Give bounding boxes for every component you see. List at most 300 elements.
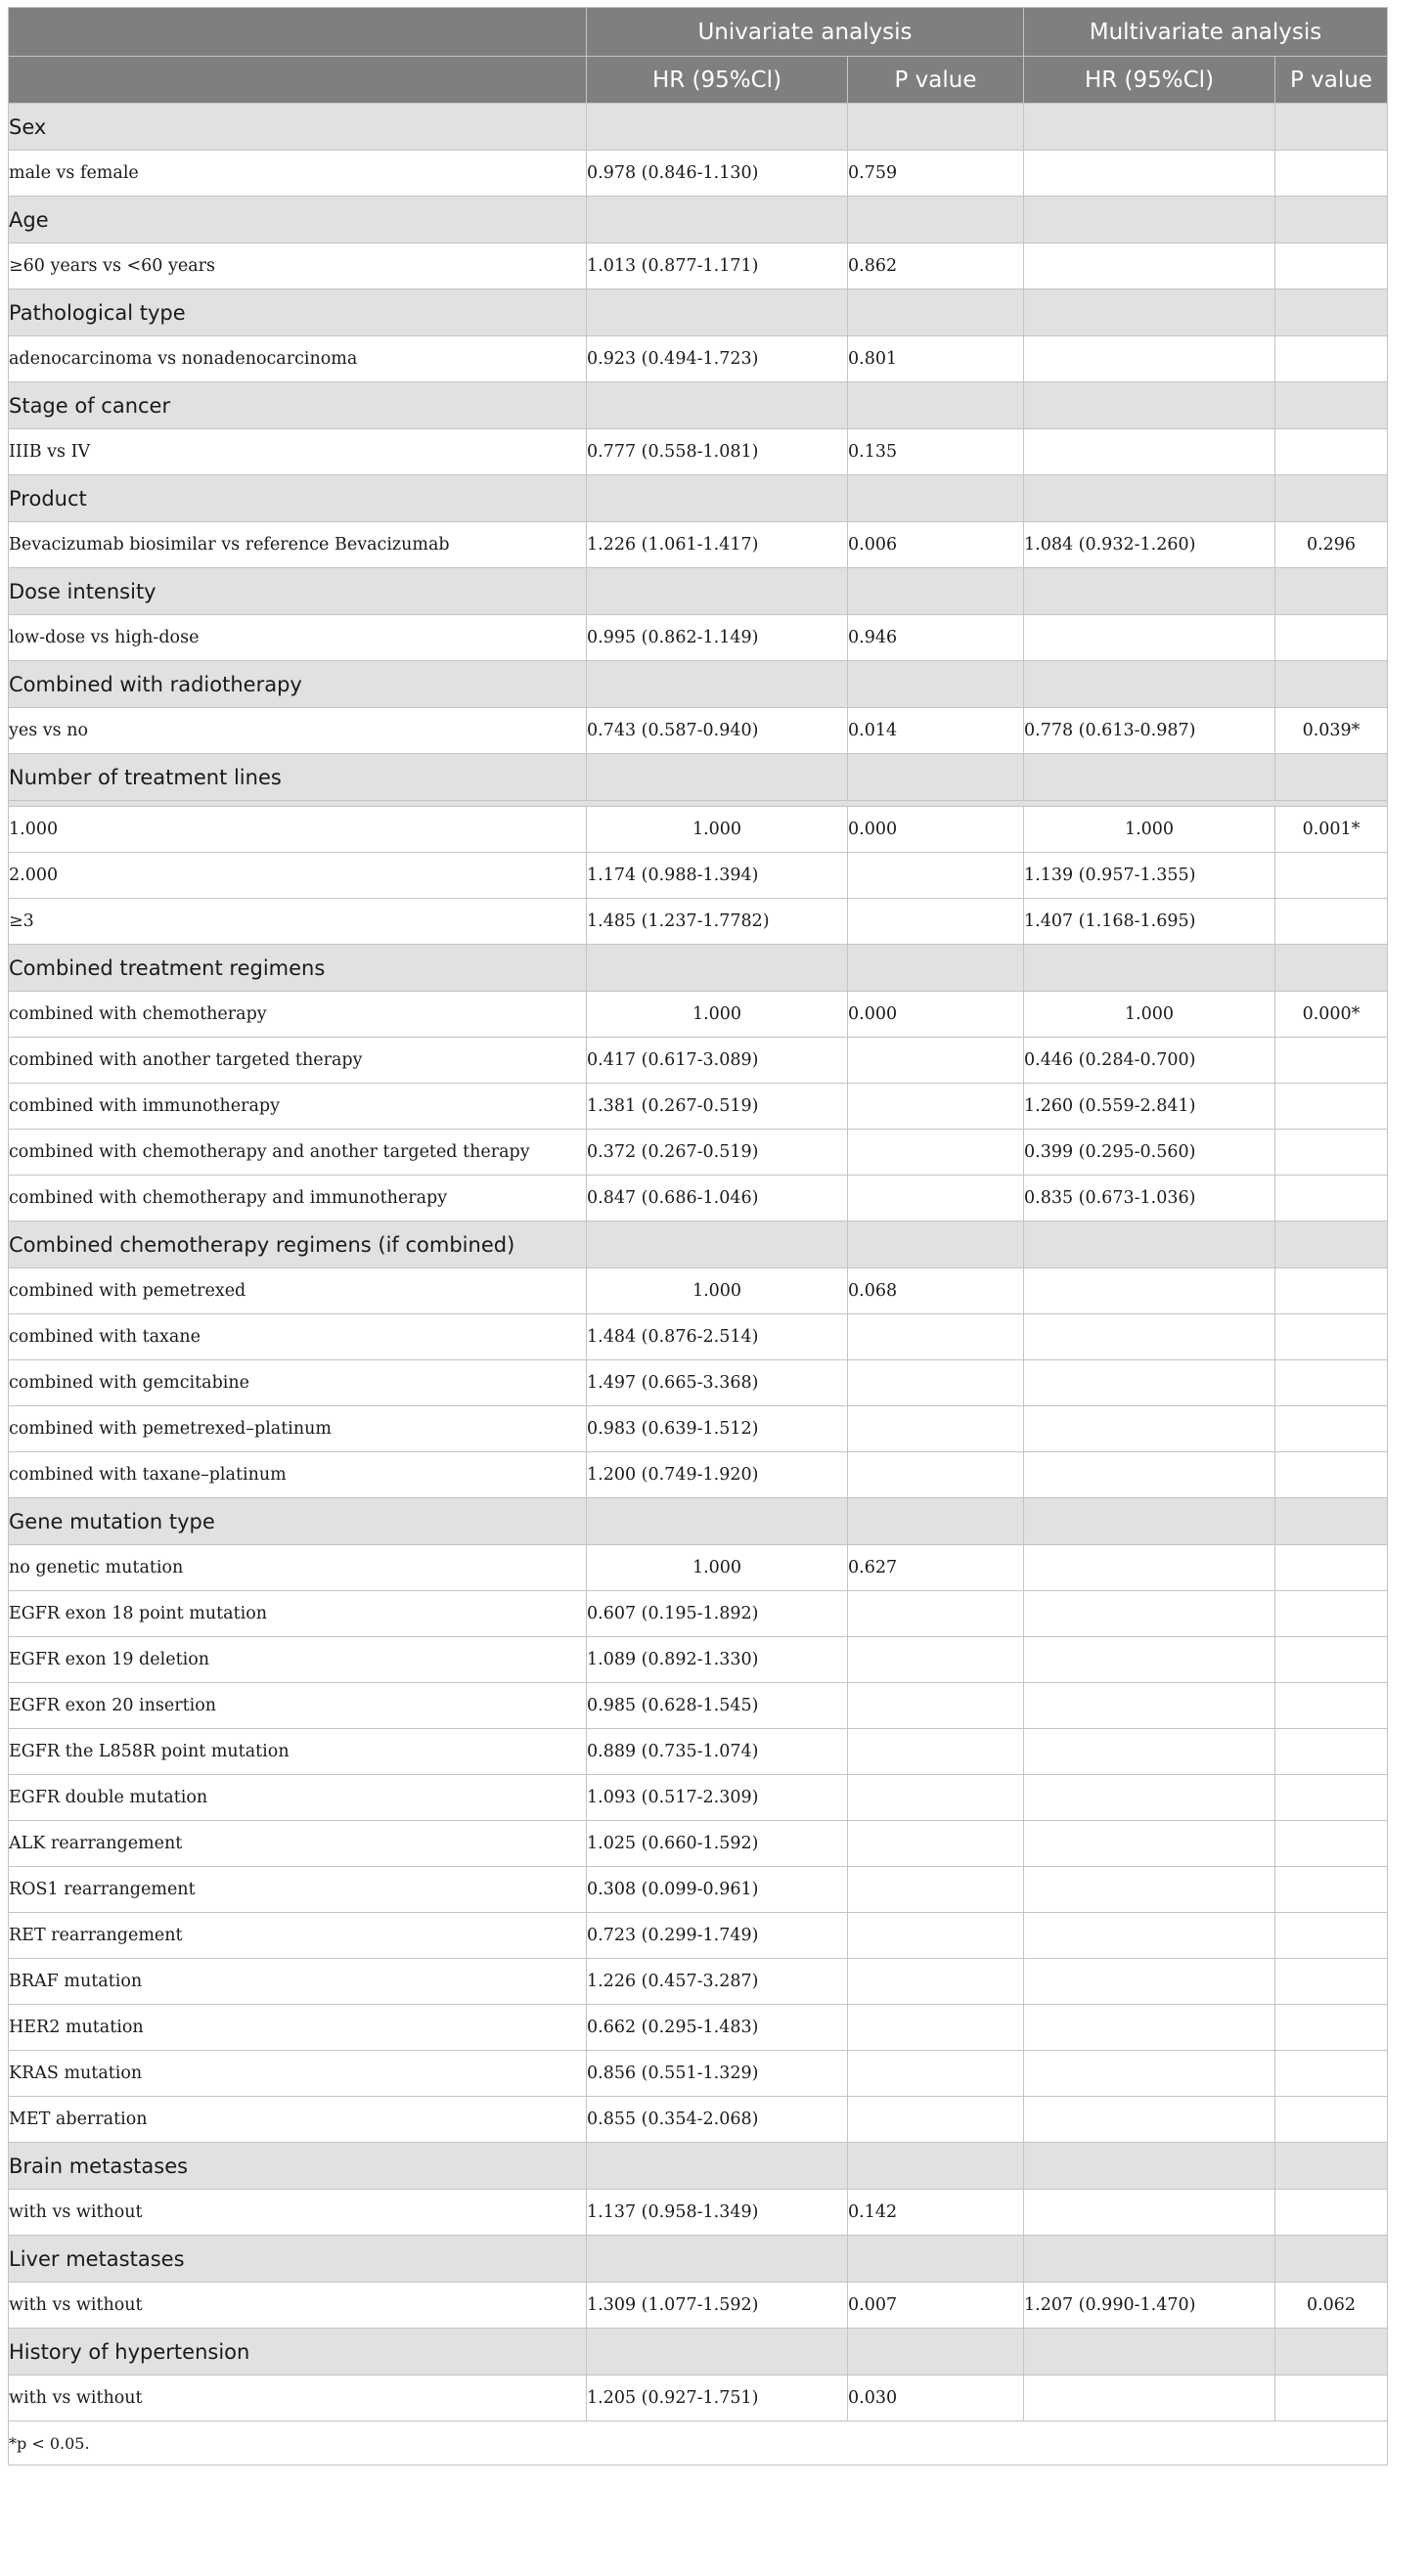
table-row bbox=[9, 1452, 1388, 1498]
uni-hr-cell: 1.381 (0.267-0.519) bbox=[587, 1084, 848, 1130]
row-label: MET aberration bbox=[9, 2097, 587, 2143]
section-header-row bbox=[9, 754, 1388, 801]
section-empty-cell bbox=[1024, 661, 1275, 708]
table-row bbox=[9, 2376, 1388, 2421]
section-empty-cell bbox=[848, 2329, 1024, 2376]
row-label: combined with taxane–platinum bbox=[9, 1452, 587, 1498]
uni-p-cell bbox=[848, 1038, 1024, 1084]
section-empty-cell bbox=[587, 568, 848, 615]
section-empty-cell bbox=[587, 104, 848, 151]
multi-p-cell bbox=[1275, 1591, 1388, 1637]
uni-p-cell bbox=[848, 1821, 1024, 1867]
uni-hr-cell: 0.743 (0.587-0.940) bbox=[587, 708, 848, 754]
uni-p-cell: 0.759 bbox=[848, 151, 1024, 197]
row-label: ALK rearrangement bbox=[9, 1821, 587, 1867]
uni-p-cell bbox=[848, 1314, 1024, 1360]
uni-p-cell bbox=[848, 1406, 1024, 1452]
multi-hr-cell: 1.139 (0.957-1.355) bbox=[1024, 853, 1275, 899]
uni-p-cell bbox=[848, 1913, 1024, 1959]
section-header-row bbox=[9, 568, 1388, 615]
section-empty-cell bbox=[848, 2236, 1024, 2283]
multi-hr-cell bbox=[1024, 1545, 1275, 1591]
uni-p-cell: 0.801 bbox=[848, 336, 1024, 382]
multi-hr-cell bbox=[1024, 1729, 1275, 1775]
row-label: EGFR exon 18 point mutation bbox=[9, 1591, 587, 1637]
multi-p-cell bbox=[1275, 853, 1388, 899]
multi-p-cell bbox=[1275, 2051, 1388, 2097]
section-empty-cell bbox=[587, 754, 848, 801]
uni-p-cell bbox=[848, 1591, 1024, 1637]
uni-hr-cell: 1.013 (0.877-1.171) bbox=[587, 244, 848, 289]
uni-p-cell: 0.007 bbox=[848, 2283, 1024, 2329]
section-empty-cell bbox=[1024, 382, 1275, 429]
multi-p-cell bbox=[1275, 1867, 1388, 1913]
row-label: 2.000 bbox=[9, 853, 587, 899]
row-label: ≥60 years vs <60 years bbox=[9, 244, 587, 289]
row-label: yes vs no bbox=[9, 708, 587, 754]
row-label: combined with gemcitabine bbox=[9, 1360, 587, 1406]
uni-p-cell bbox=[848, 1130, 1024, 1176]
multi-hr-cell: 1.407 (1.168-1.695) bbox=[1024, 899, 1275, 945]
uni-hr-cell: 0.308 (0.099-0.961) bbox=[587, 1867, 848, 1913]
multi-p-cell: 0.296 bbox=[1275, 522, 1388, 568]
section-title: Brain metastases bbox=[9, 2143, 587, 2190]
section-empty-cell bbox=[1275, 475, 1388, 522]
section-empty-cell bbox=[1024, 2143, 1275, 2190]
section-empty-cell bbox=[1024, 289, 1275, 336]
multi-hr-cell bbox=[1024, 429, 1275, 475]
section-empty-cell bbox=[848, 2143, 1024, 2190]
multi-p-cell bbox=[1275, 899, 1388, 945]
section-empty-cell bbox=[1275, 1221, 1388, 1268]
multi-hr-cell: 1.260 (0.559-2.841) bbox=[1024, 1084, 1275, 1130]
uni-p-cell bbox=[848, 853, 1024, 899]
section-empty-cell bbox=[848, 568, 1024, 615]
row-label: combined with immunotherapy bbox=[9, 1084, 587, 1130]
section-empty-cell bbox=[848, 197, 1024, 244]
multi-hr-cell bbox=[1024, 1268, 1275, 1314]
section-header-row bbox=[9, 1221, 1388, 1268]
section-empty-cell bbox=[1024, 2329, 1275, 2376]
row-label: with vs without bbox=[9, 2190, 587, 2236]
multi-p-cell bbox=[1275, 1821, 1388, 1867]
multi-p-cell bbox=[1275, 1913, 1388, 1959]
uni-hr-header: HR (95%Cl) bbox=[587, 57, 848, 104]
section-header-row bbox=[9, 197, 1388, 244]
row-label: combined with another targeted therapy bbox=[9, 1038, 587, 1084]
multi-p-cell bbox=[1275, 1176, 1388, 1221]
section-title: Combined treatment regimens bbox=[9, 945, 587, 992]
section-title: Combined chemotherapy regimens (if combined) bbox=[9, 1221, 587, 1268]
section-empty-cell bbox=[1275, 661, 1388, 708]
row-label: combined with pemetrexed–platinum bbox=[9, 1406, 587, 1452]
table-row bbox=[9, 2097, 1388, 2143]
table-row bbox=[9, 1821, 1388, 1867]
table-row bbox=[9, 2051, 1388, 2097]
uni-p-cell bbox=[848, 1452, 1024, 1498]
table-row bbox=[9, 1775, 1388, 1821]
row-label: EGFR double mutation bbox=[9, 1775, 587, 1821]
uni-p-cell: 0.014 bbox=[848, 708, 1024, 754]
multi-hr-cell: 0.399 (0.295-0.560) bbox=[1024, 1130, 1275, 1176]
multi-hr-cell bbox=[1024, 1591, 1275, 1637]
table-row bbox=[9, 1545, 1388, 1591]
section-header-row bbox=[9, 2236, 1388, 2283]
section-empty-cell bbox=[848, 754, 1024, 801]
section-empty-cell bbox=[1275, 104, 1388, 151]
multi-hr-cell bbox=[1024, 2005, 1275, 2051]
multi-hr-cell bbox=[1024, 1683, 1275, 1729]
table-row bbox=[9, 1729, 1388, 1775]
section-title: Age bbox=[9, 197, 587, 244]
table-row bbox=[9, 1683, 1388, 1729]
uni-hr-cell: 1.174 (0.988-1.394) bbox=[587, 853, 848, 899]
section-empty-cell bbox=[1275, 945, 1388, 992]
uni-hr-cell: 0.607 (0.195-1.892) bbox=[587, 1591, 848, 1637]
uni-p-cell bbox=[848, 1637, 1024, 1683]
section-empty-cell bbox=[848, 382, 1024, 429]
uni-hr-cell: 1.484 (0.876-2.514) bbox=[587, 1314, 848, 1360]
table-row bbox=[9, 1130, 1388, 1176]
row-label: 1.000 bbox=[9, 807, 587, 853]
header-empty bbox=[9, 8, 587, 57]
multi-p-cell bbox=[1275, 2005, 1388, 2051]
row-label: combined with chemotherapy bbox=[9, 992, 587, 1038]
uni-p-header: P value bbox=[848, 57, 1024, 104]
section-header-row bbox=[9, 1498, 1388, 1545]
section-empty-cell bbox=[587, 661, 848, 708]
multi-hr-cell bbox=[1024, 2190, 1275, 2236]
section-empty-cell bbox=[1275, 568, 1388, 615]
multi-p-cell: 0.039* bbox=[1275, 708, 1388, 754]
table-row bbox=[9, 1867, 1388, 1913]
row-label: with vs without bbox=[9, 2283, 587, 2329]
multi-p-cell bbox=[1275, 151, 1388, 197]
section-empty-cell bbox=[848, 661, 1024, 708]
multi-hr-cell bbox=[1024, 1452, 1275, 1498]
section-empty-cell bbox=[587, 197, 848, 244]
row-label: combined with chemotherapy and another targeted therapy bbox=[9, 1130, 587, 1176]
table-row bbox=[9, 615, 1388, 661]
multi-p-cell bbox=[1275, 1314, 1388, 1360]
section-empty-cell bbox=[848, 1498, 1024, 1545]
section-title: Product bbox=[9, 475, 587, 522]
section-empty-cell bbox=[1024, 945, 1275, 992]
multi-p-cell bbox=[1275, 615, 1388, 661]
uni-p-cell bbox=[848, 2097, 1024, 2143]
uni-p-cell bbox=[848, 1176, 1024, 1221]
row-label: no genetic mutation bbox=[9, 1545, 587, 1591]
multi-hr-cell bbox=[1024, 615, 1275, 661]
uni-hr-cell: 1.000 bbox=[587, 807, 848, 853]
multi-p-cell bbox=[1275, 1406, 1388, 1452]
multi-p-cell bbox=[1275, 1268, 1388, 1314]
uni-hr-cell: 1.000 bbox=[587, 1545, 848, 1591]
section-empty-cell bbox=[1275, 754, 1388, 801]
uni-hr-cell: 1.000 bbox=[587, 1268, 848, 1314]
multivariate-header: Multivariate analysis bbox=[1024, 8, 1388, 57]
multi-p-cell bbox=[1275, 1545, 1388, 1591]
table-row bbox=[9, 2190, 1388, 2236]
multi-hr-cell bbox=[1024, 2097, 1275, 2143]
table-row bbox=[9, 1913, 1388, 1959]
footnote: *p < 0.05. bbox=[9, 2421, 1388, 2465]
uni-p-cell: 0.030 bbox=[848, 2376, 1024, 2421]
header-empty-2 bbox=[9, 57, 587, 104]
table-row bbox=[9, 1637, 1388, 1683]
section-title: Number of treatment lines bbox=[9, 754, 587, 801]
uni-hr-cell: 1.485 (1.237-1.7782) bbox=[587, 899, 848, 945]
row-label: male vs female bbox=[9, 151, 587, 197]
multi-p-cell bbox=[1275, 1683, 1388, 1729]
row-label: EGFR exon 19 deletion bbox=[9, 1637, 587, 1683]
section-empty-cell bbox=[1275, 197, 1388, 244]
row-label: IIIB vs IV bbox=[9, 429, 587, 475]
table-row bbox=[9, 1360, 1388, 1406]
table-row bbox=[9, 1268, 1388, 1314]
uni-p-cell bbox=[848, 1729, 1024, 1775]
row-label: KRAS mutation bbox=[9, 2051, 587, 2097]
multi-hr-cell: 1.207 (0.990-1.470) bbox=[1024, 2283, 1275, 2329]
row-label: ≥3 bbox=[9, 899, 587, 945]
multi-p-cell bbox=[1275, 1637, 1388, 1683]
section-empty-cell bbox=[587, 289, 848, 336]
multi-hr-cell bbox=[1024, 1775, 1275, 1821]
row-label: BRAF mutation bbox=[9, 1959, 587, 2005]
footnote-row bbox=[9, 2421, 1388, 2465]
multi-hr-cell bbox=[1024, 1314, 1275, 1360]
multi-hr-cell: 1.000 bbox=[1024, 992, 1275, 1038]
section-empty-cell bbox=[587, 382, 848, 429]
multi-hr-cell: 0.446 (0.284-0.700) bbox=[1024, 1038, 1275, 1084]
section-empty-cell bbox=[848, 1221, 1024, 1268]
uni-p-cell: 0.135 bbox=[848, 429, 1024, 475]
section-empty-cell bbox=[587, 945, 848, 992]
multi-hr-cell: 0.835 (0.673-1.036) bbox=[1024, 1176, 1275, 1221]
uni-hr-cell: 0.856 (0.551-1.329) bbox=[587, 2051, 848, 2097]
section-header-row bbox=[9, 475, 1388, 522]
uni-hr-cell: 0.417 (0.617-3.089) bbox=[587, 1038, 848, 1084]
section-empty-cell bbox=[1024, 568, 1275, 615]
section-empty-cell bbox=[587, 2329, 848, 2376]
row-label: HER2 mutation bbox=[9, 2005, 587, 2051]
row-label: adenocarcinoma vs nonadenocarcinoma bbox=[9, 336, 587, 382]
uni-p-cell: 0.142 bbox=[848, 2190, 1024, 2236]
uni-hr-cell: 1.089 (0.892-1.330) bbox=[587, 1637, 848, 1683]
uni-p-cell: 0.000 bbox=[848, 992, 1024, 1038]
uni-hr-cell: 0.995 (0.862-1.149) bbox=[587, 615, 848, 661]
multi-hr-cell bbox=[1024, 1913, 1275, 1959]
section-title: Stage of cancer bbox=[9, 382, 587, 429]
table-row bbox=[9, 1176, 1388, 1221]
multi-p-cell bbox=[1275, 1775, 1388, 1821]
section-empty-cell bbox=[848, 945, 1024, 992]
section-header-row bbox=[9, 661, 1388, 708]
section-empty-cell bbox=[1024, 1221, 1275, 1268]
section-empty-cell bbox=[1275, 1498, 1388, 1545]
multi-p-cell bbox=[1275, 1729, 1388, 1775]
header-row-groups bbox=[9, 8, 1388, 57]
uni-hr-cell: 0.985 (0.628-1.545) bbox=[587, 1683, 848, 1729]
row-label: combined with taxane bbox=[9, 1314, 587, 1360]
uni-hr-cell: 1.025 (0.660-1.592) bbox=[587, 1821, 848, 1867]
multi-p-cell bbox=[1275, 1038, 1388, 1084]
uni-hr-cell: 1.093 (0.517-2.309) bbox=[587, 1775, 848, 1821]
uni-hr-cell: 0.777 (0.558-1.081) bbox=[587, 429, 848, 475]
multi-p-cell: 0.001* bbox=[1275, 807, 1388, 853]
uni-hr-cell: 1.226 (1.061-1.417) bbox=[587, 522, 848, 568]
row-label: Bevacizumab biosimilar vs reference Bevacizumab bbox=[9, 522, 587, 568]
section-empty-cell bbox=[587, 1221, 848, 1268]
multi-p-header: P value bbox=[1275, 57, 1388, 104]
section-empty-cell bbox=[1024, 197, 1275, 244]
section-title: Liver metastases bbox=[9, 2236, 587, 2283]
uni-p-cell: 0.627 bbox=[848, 1545, 1024, 1591]
row-label: EGFR exon 20 insertion bbox=[9, 1683, 587, 1729]
section-empty-cell bbox=[587, 475, 848, 522]
section-empty-cell bbox=[1275, 2329, 1388, 2376]
uni-p-cell bbox=[848, 1683, 1024, 1729]
uni-p-cell bbox=[848, 1867, 1024, 1913]
section-empty-cell bbox=[1024, 104, 1275, 151]
multi-hr-cell bbox=[1024, 244, 1275, 289]
uni-p-cell bbox=[848, 1959, 1024, 2005]
table-row bbox=[9, 522, 1388, 568]
uni-p-cell bbox=[848, 1775, 1024, 1821]
multi-hr-cell: 1.084 (0.932-1.260) bbox=[1024, 522, 1275, 568]
multi-p-cell bbox=[1275, 2097, 1388, 2143]
table-row bbox=[9, 1314, 1388, 1360]
uni-p-cell bbox=[848, 1084, 1024, 1130]
table-row bbox=[9, 1038, 1388, 1084]
table-row bbox=[9, 899, 1388, 945]
uni-hr-cell: 1.497 (0.665-3.368) bbox=[587, 1360, 848, 1406]
row-label: low-dose vs high-dose bbox=[9, 615, 587, 661]
table-row bbox=[9, 992, 1388, 1038]
uni-hr-cell: 0.855 (0.354-2.068) bbox=[587, 2097, 848, 2143]
multi-p-cell bbox=[1275, 1130, 1388, 1176]
multi-hr-cell bbox=[1024, 1867, 1275, 1913]
section-empty-cell bbox=[1275, 289, 1388, 336]
multi-hr-cell bbox=[1024, 1959, 1275, 2005]
section-empty-cell bbox=[1275, 2236, 1388, 2283]
section-header-row bbox=[9, 945, 1388, 992]
uni-p-cell bbox=[848, 2005, 1024, 2051]
multi-p-cell bbox=[1275, 244, 1388, 289]
table-row bbox=[9, 1406, 1388, 1452]
section-header-row bbox=[9, 2143, 1388, 2190]
table-row bbox=[9, 853, 1388, 899]
row-label: ROS1 rearrangement bbox=[9, 1867, 587, 1913]
uni-p-cell bbox=[848, 2051, 1024, 2097]
table-row bbox=[9, 429, 1388, 475]
uni-p-cell: 0.068 bbox=[848, 1268, 1024, 1314]
univariate-header: Univariate analysis bbox=[587, 8, 1024, 57]
section-title: Dose intensity bbox=[9, 568, 587, 615]
row-label: with vs without bbox=[9, 2376, 587, 2421]
section-empty-cell bbox=[587, 2236, 848, 2283]
uni-hr-cell: 0.662 (0.295-1.483) bbox=[587, 2005, 848, 2051]
multi-hr-cell bbox=[1024, 1821, 1275, 1867]
table-row bbox=[9, 807, 1388, 853]
multi-p-cell bbox=[1275, 1084, 1388, 1130]
uni-p-cell: 0.006 bbox=[848, 522, 1024, 568]
uni-hr-cell: 0.372 (0.267-0.519) bbox=[587, 1130, 848, 1176]
section-header-row bbox=[9, 2329, 1388, 2376]
section-header-row bbox=[9, 104, 1388, 151]
section-empty-cell bbox=[848, 104, 1024, 151]
uni-hr-cell: 0.978 (0.846-1.130) bbox=[587, 151, 848, 197]
table-body bbox=[9, 104, 1388, 2421]
section-empty-cell bbox=[848, 475, 1024, 522]
section-empty-cell bbox=[1275, 382, 1388, 429]
section-empty-cell bbox=[1024, 2236, 1275, 2283]
uni-hr-cell: 0.847 (0.686-1.046) bbox=[587, 1176, 848, 1221]
section-empty-cell bbox=[587, 1498, 848, 1545]
section-empty-cell bbox=[587, 2143, 848, 2190]
multi-p-cell bbox=[1275, 2190, 1388, 2236]
table-row bbox=[9, 336, 1388, 382]
header-row-columns bbox=[9, 57, 1388, 104]
multi-p-cell bbox=[1275, 1360, 1388, 1406]
table-row bbox=[9, 1591, 1388, 1637]
multi-hr-cell bbox=[1024, 2376, 1275, 2421]
multi-hr-header: HR (95%Cl) bbox=[1024, 57, 1275, 104]
table-row bbox=[9, 151, 1388, 197]
table-row bbox=[9, 2005, 1388, 2051]
uni-hr-cell: 0.923 (0.494-1.723) bbox=[587, 336, 848, 382]
row-label: RET rearrangement bbox=[9, 1913, 587, 1959]
section-empty-cell bbox=[1024, 754, 1275, 801]
section-header-row bbox=[9, 289, 1388, 336]
uni-hr-cell: 1.137 (0.958-1.349) bbox=[587, 2190, 848, 2236]
multi-p-cell bbox=[1275, 336, 1388, 382]
multi-p-cell bbox=[1275, 429, 1388, 475]
multi-hr-cell bbox=[1024, 2051, 1275, 2097]
multi-hr-cell bbox=[1024, 1406, 1275, 1452]
uni-hr-cell: 1.205 (0.927-1.751) bbox=[587, 2376, 848, 2421]
table-row bbox=[9, 1084, 1388, 1130]
section-title: Combined with radiotherapy bbox=[9, 661, 587, 708]
multi-p-cell bbox=[1275, 1959, 1388, 2005]
uni-p-cell: 0.000 bbox=[848, 807, 1024, 853]
uni-hr-cell: 1.309 (1.077-1.592) bbox=[587, 2283, 848, 2329]
section-empty-cell bbox=[1024, 475, 1275, 522]
uni-hr-cell: 1.000 bbox=[587, 992, 848, 1038]
multi-hr-cell: 1.000 bbox=[1024, 807, 1275, 853]
results-table bbox=[8, 7, 1388, 2465]
multi-hr-cell: 0.778 (0.613-0.987) bbox=[1024, 708, 1275, 754]
uni-p-cell: 0.946 bbox=[848, 615, 1024, 661]
row-label: combined with pemetrexed bbox=[9, 1268, 587, 1314]
multi-p-cell: 0.000* bbox=[1275, 992, 1388, 1038]
table-row bbox=[9, 708, 1388, 754]
multi-p-cell: 0.062 bbox=[1275, 2283, 1388, 2329]
uni-hr-cell: 1.200 (0.749-1.920) bbox=[587, 1452, 848, 1498]
row-label: EGFR the L858R point mutation bbox=[9, 1729, 587, 1775]
multi-hr-cell bbox=[1024, 151, 1275, 197]
multi-p-cell bbox=[1275, 2376, 1388, 2421]
section-title: Gene mutation type bbox=[9, 1498, 587, 1545]
section-empty-cell bbox=[1024, 1498, 1275, 1545]
section-header-row bbox=[9, 382, 1388, 429]
multi-p-cell bbox=[1275, 1452, 1388, 1498]
uni-p-cell bbox=[848, 899, 1024, 945]
uni-hr-cell: 0.983 (0.639-1.512) bbox=[587, 1406, 848, 1452]
uni-p-cell: 0.862 bbox=[848, 244, 1024, 289]
section-title: Pathological type bbox=[9, 289, 587, 336]
uni-hr-cell: 0.723 (0.299-1.749) bbox=[587, 1913, 848, 1959]
